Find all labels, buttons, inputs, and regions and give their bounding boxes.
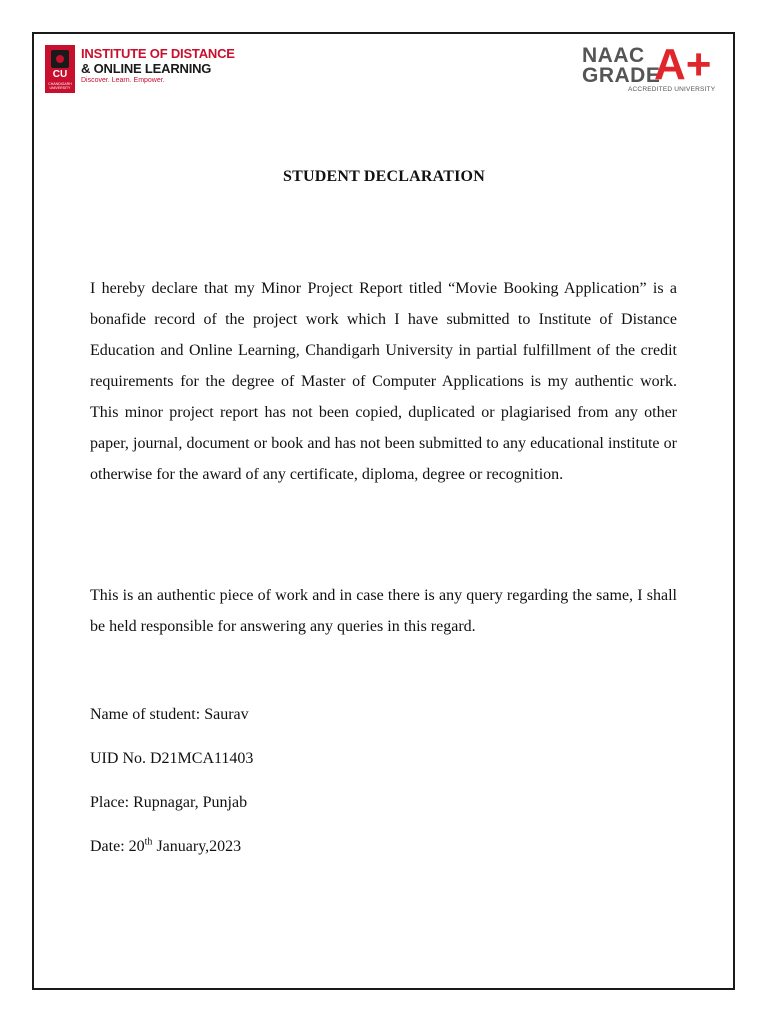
date-suffix-sup: th [144,836,153,848]
page-title: STUDENT DECLARATION [283,168,485,185]
institute-line2: & ONLINE LEARNING [81,61,212,76]
cu-crest-icon [45,45,75,93]
place: Place: Rupnagar, Punjab [90,794,248,811]
responsibility-paragraph: This is an authentic piece of work and in case there is any query regarding the same, I shall be held responsible for answering any queries in this regard. [90,587,677,635]
date [90,837,241,857]
date-rest: January,2023 [152,838,242,855]
institute-line1: INSTITUTE OF DISTANCE [81,46,235,61]
declaration-paragraph: I hereby declare that my Minor Project Report titled “Movie Booking Application” is a bonafide record of the project work which I have submitted to Institute of Distance Education and Online Learning, Chandigarh University in partial fulfillment of the credit requirements for the degree of Master of Computer Applications is my authentic work. This minor project report has not been copied, duplicated or plagiarised from any other paper, journal, document or book and has not been submitted to any educational institute or otherwise for the award of any certificate, diploma, degree or recognition. [90,280,677,483]
institute-logo [45,45,235,93]
crest-text: CU [52,69,68,80]
naac-label: NAAC [582,44,645,67]
institute-name [81,47,235,86]
emblem-icon [51,50,69,68]
naac-wordmark [582,46,660,86]
date-prefix: Date: 20 [90,838,145,855]
grade-label: GRADE [582,64,661,87]
student-name: Name of student: Saurav [90,706,249,723]
naac-logo [580,40,720,96]
student-uid: UID No. D21MCA11403 [90,750,254,767]
institute-tagline: Discover. Learn. Empower. [81,77,165,84]
crest-subtext: CHANDIGARH UNIVERSITY [48,82,72,90]
grade-value: A+ [654,40,712,89]
accredited-label: ACCREDITED UNIVERSITY [628,86,716,93]
